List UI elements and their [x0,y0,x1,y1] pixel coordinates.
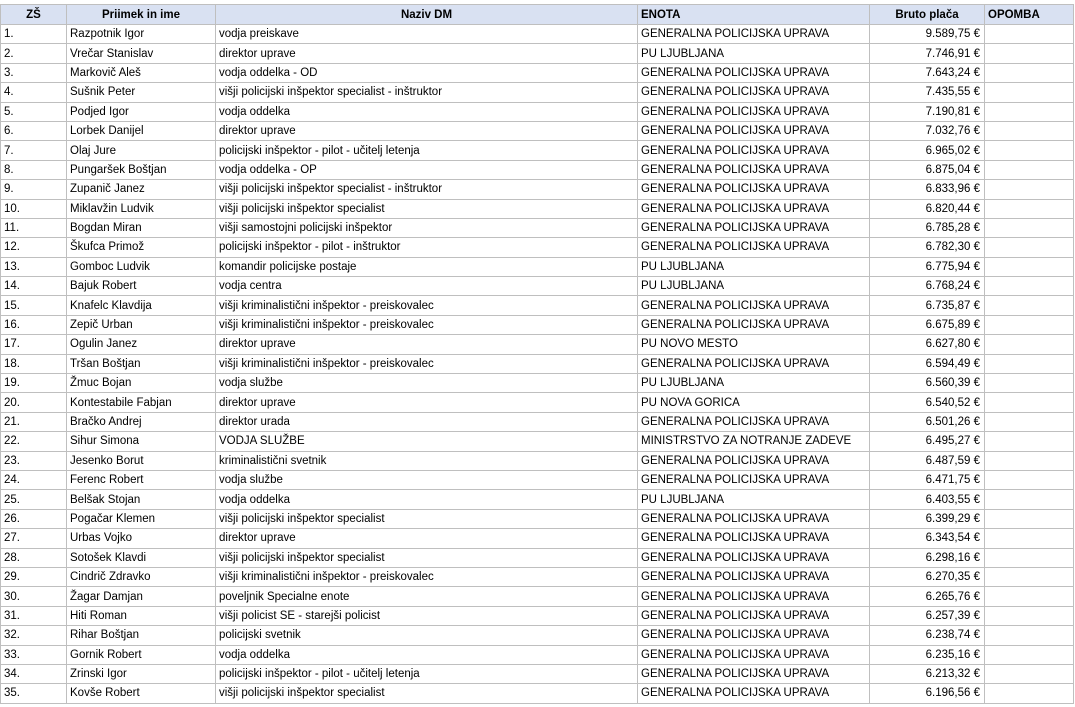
cell-num[interactable]: 8. [1,160,67,179]
cell-enota[interactable]: GENERALNA POLICIJSKA UPRAVA [638,606,870,625]
header-num[interactable]: ZŠ [1,5,67,25]
cell-num[interactable]: 18. [1,354,67,373]
cell-num[interactable]: 35. [1,684,67,703]
table-row [1,664,1074,683]
cell-opomba[interactable] [985,218,1074,237]
table-row [1,83,1074,102]
cell-num[interactable]: 19. [1,374,67,393]
cell-opomba[interactable] [985,257,1074,276]
cell-name[interactable]: Zrinski Igor [67,664,216,683]
cell-enota[interactable]: GENERALNA POLICIJSKA UPRAVA [638,25,870,44]
cell-name[interactable]: Ferenc Robert [67,470,216,489]
cell-opomba[interactable] [985,393,1074,412]
cell-dm[interactable]: višji policijski inšpektor specialist - inštruktor [216,180,638,199]
table-row [1,354,1074,373]
cell-name[interactable]: Lorbek Danijel [67,121,216,140]
cell-num[interactable]: 20. [1,393,67,412]
cell-name[interactable]: Žagar Damjan [67,587,216,606]
cell-num[interactable]: 34. [1,664,67,683]
cell-num[interactable]: 9. [1,180,67,199]
cell-name[interactable]: Belšak Stojan [67,490,216,509]
cell-dm[interactable]: policijski inšpektor - pilot - učitelj letenja [216,141,638,160]
table-row [1,451,1074,470]
cell-name[interactable]: Bajuk Robert [67,277,216,296]
cell-dm[interactable]: višji policijski inšpektor specialist [216,548,638,567]
salary-sheet [0,4,1074,704]
cell-bruto[interactable]: 6.213,32 € [870,664,985,683]
cell-bruto[interactable]: 6.403,55 € [870,490,985,509]
cell-opomba[interactable] [985,315,1074,334]
cell-bruto[interactable]: 6.501,26 € [870,412,985,431]
table-row [1,626,1074,645]
table-row [1,160,1074,179]
cell-bruto[interactable]: 7.435,55 € [870,83,985,102]
cell-enota[interactable]: GENERALNA POLICIJSKA UPRAVA [638,102,870,121]
cell-name[interactable]: Zepič Urban [67,315,216,334]
cell-dm[interactable]: komandir policijske postaje [216,257,638,276]
cell-name[interactable]: Sušnik Peter [67,83,216,102]
cell-dm[interactable]: vodja oddelka - OP [216,160,638,179]
cell-opomba[interactable] [985,160,1074,179]
cell-num[interactable]: 1. [1,25,67,44]
cell-enota[interactable]: GENERALNA POLICIJSKA UPRAVA [638,587,870,606]
cell-bruto[interactable]: 6.627,80 € [870,335,985,354]
cell-bruto[interactable]: 7.190,81 € [870,102,985,121]
cell-num[interactable]: 21. [1,412,67,431]
table-row [1,432,1074,451]
table-row [1,218,1074,237]
cell-enota[interactable]: GENERALNA POLICIJSKA UPRAVA [638,529,870,548]
header-dm[interactable]: Naziv DM [216,5,638,25]
cell-enota[interactable]: PU LJUBLJANA [638,257,870,276]
table-row [1,296,1074,315]
cell-bruto[interactable]: 6.560,39 € [870,374,985,393]
cell-opomba[interactable] [985,102,1074,121]
cell-enota[interactable]: PU LJUBLJANA [638,374,870,393]
cell-num[interactable]: 28. [1,548,67,567]
cell-enota[interactable]: GENERALNA POLICIJSKA UPRAVA [638,645,870,664]
cell-enota[interactable]: MINISTRSTVO ZA NOTRANJE ZADEVE [638,432,870,451]
table-row [1,199,1074,218]
cell-opomba[interactable] [985,567,1074,586]
cell-num[interactable]: 29. [1,567,67,586]
cell-bruto[interactable]: 6.343,54 € [870,529,985,548]
cell-dm[interactable]: vodja oddelka [216,645,638,664]
table-row [1,684,1074,703]
cell-opomba[interactable] [985,684,1074,703]
cell-bruto[interactable]: 6.235,16 € [870,645,985,664]
cell-enota[interactable]: GENERALNA POLICIJSKA UPRAVA [638,199,870,218]
cell-dm[interactable]: višji policist SE - starejši policist [216,606,638,625]
cell-dm[interactable]: višji kriminalistični inšpektor - preiskovalec [216,354,638,373]
cell-opomba[interactable] [985,44,1074,63]
cell-dm[interactable]: vodja oddelka [216,102,638,121]
table-row [1,277,1074,296]
table-row [1,606,1074,625]
cell-opomba[interactable] [985,374,1074,393]
cell-enota[interactable]: GENERALNA POLICIJSKA UPRAVA [638,83,870,102]
cell-name[interactable]: Tršan Boštjan [67,354,216,373]
cell-name[interactable]: Hiti Roman [67,606,216,625]
cell-enota[interactable]: PU LJUBLJANA [638,277,870,296]
cell-enota[interactable]: GENERALNA POLICIJSKA UPRAVA [638,141,870,160]
table-body [1,25,1074,704]
cell-name[interactable]: Vrečar Stanislav [67,44,216,63]
cell-num[interactable]: 7. [1,141,67,160]
cell-bruto[interactable]: 7.746,91 € [870,44,985,63]
cell-bruto[interactable]: 6.399,29 € [870,509,985,528]
cell-bruto[interactable]: 6.487,59 € [870,451,985,470]
table-row [1,393,1074,412]
cell-name[interactable]: Knafelc Klavdija [67,296,216,315]
cell-bruto[interactable]: 6.594,49 € [870,354,985,373]
cell-enota[interactable]: GENERALNA POLICIJSKA UPRAVA [638,684,870,703]
cell-name[interactable]: Zupanič Janez [67,180,216,199]
cell-dm[interactable]: višji policijski inšpektor specialist [216,509,638,528]
cell-bruto[interactable]: 6.495,27 € [870,432,985,451]
cell-enota[interactable]: PU NOVO MESTO [638,335,870,354]
cell-opomba[interactable] [985,587,1074,606]
cell-name[interactable]: Ogulin Janez [67,335,216,354]
cell-dm[interactable]: direktor uprave [216,44,638,63]
cell-name[interactable]: Rihar Boštjan [67,626,216,645]
cell-num[interactable]: 31. [1,606,67,625]
table-row [1,374,1074,393]
cell-num[interactable]: 15. [1,296,67,315]
cell-num[interactable]: 24. [1,470,67,489]
cell-name[interactable]: Sihur Simona [67,432,216,451]
table-row [1,567,1074,586]
cell-opomba[interactable] [985,626,1074,645]
cell-bruto[interactable]: 6.775,94 € [870,257,985,276]
cell-num[interactable]: 25. [1,490,67,509]
cell-dm[interactable]: višji kriminalistični inšpektor - preiskovalec [216,315,638,334]
cell-bruto[interactable]: 6.833,96 € [870,180,985,199]
header-bruto[interactable]: Bruto plača [870,5,985,25]
cell-opomba[interactable] [985,83,1074,102]
cell-dm[interactable]: kriminalistični svetnik [216,451,638,470]
cell-enota[interactable]: PU NOVA GORICA [638,393,870,412]
cell-num[interactable]: 13. [1,257,67,276]
cell-enota[interactable]: GENERALNA POLICIJSKA UPRAVA [638,218,870,237]
cell-dm[interactable]: vodja službe [216,374,638,393]
cell-name[interactable]: Sotošek Klavdi [67,548,216,567]
cell-dm[interactable]: vodja preiskave [216,25,638,44]
table-row [1,645,1074,664]
cell-dm[interactable]: direktor uprave [216,529,638,548]
cell-num[interactable]: 12. [1,238,67,257]
table-row [1,335,1074,354]
cell-num[interactable]: 10. [1,199,67,218]
table-row [1,509,1074,528]
header-opomba[interactable]: OPOMBA [985,5,1074,25]
table-row [1,490,1074,509]
cell-name[interactable]: Gornik Robert [67,645,216,664]
table-row [1,470,1074,489]
cell-name[interactable]: Bogdan Miran [67,218,216,237]
cell-opomba[interactable] [985,238,1074,257]
cell-enota[interactable]: GENERALNA POLICIJSKA UPRAVA [638,160,870,179]
cell-name[interactable]: Miklavžin Ludvik [67,199,216,218]
cell-opomba[interactable] [985,664,1074,683]
cell-num[interactable]: 2. [1,44,67,63]
cell-enota[interactable]: GENERALNA POLICIJSKA UPRAVA [638,315,870,334]
cell-opomba[interactable] [985,529,1074,548]
cell-dm[interactable]: direktor urada [216,412,638,431]
cell-opomba[interactable] [985,606,1074,625]
cell-dm[interactable]: višji kriminalistični inšpektor - preiskovalec [216,567,638,586]
cell-opomba[interactable] [985,645,1074,664]
cell-name[interactable]: Kontestabile Fabjan [67,393,216,412]
cell-dm[interactable]: direktor uprave [216,393,638,412]
cell-name[interactable]: Pungaršek Boštjan [67,160,216,179]
header-enota[interactable]: ENOTA [638,5,870,25]
cell-opomba[interactable] [985,277,1074,296]
cell-enota[interactable]: GENERALNA POLICIJSKA UPRAVA [638,238,870,257]
cell-num[interactable]: 30. [1,587,67,606]
cell-enota[interactable]: GENERALNA POLICIJSKA UPRAVA [638,296,870,315]
table-row [1,141,1074,160]
cell-dm[interactable]: policijski inšpektor - pilot - inštruktor [216,238,638,257]
cell-bruto[interactable]: 7.032,76 € [870,121,985,140]
cell-num[interactable]: 26. [1,509,67,528]
cell-opomba[interactable] [985,354,1074,373]
cell-opomba[interactable] [985,25,1074,44]
cell-name[interactable]: Bračko Andrej [67,412,216,431]
cell-opomba[interactable] [985,451,1074,470]
header-row [1,5,1074,25]
table-row [1,180,1074,199]
cell-bruto[interactable]: 6.196,56 € [870,684,985,703]
cell-enota[interactable]: PU LJUBLJANA [638,44,870,63]
header-name[interactable]: Priimek in ime [67,5,216,25]
cell-bruto[interactable]: 6.298,16 € [870,548,985,567]
table-row [1,548,1074,567]
table-row [1,121,1074,140]
cell-dm[interactable]: vodja oddelka - OD [216,63,638,82]
cell-num[interactable]: 23. [1,451,67,470]
cell-opomba[interactable] [985,63,1074,82]
cell-name[interactable]: Žmuc Bojan [67,374,216,393]
cell-bruto[interactable]: 6.540,52 € [870,393,985,412]
cell-bruto[interactable]: 6.782,30 € [870,238,985,257]
cell-name[interactable]: Razpotnik Igor [67,25,216,44]
cell-name[interactable]: Podjed Igor [67,102,216,121]
cell-bruto[interactable]: 6.875,04 € [870,160,985,179]
table-row [1,257,1074,276]
cell-dm[interactable]: vodja centra [216,277,638,296]
cell-bruto[interactable]: 6.471,75 € [870,470,985,489]
cell-dm[interactable]: direktor uprave [216,335,638,354]
cell-num[interactable]: 17. [1,335,67,354]
cell-dm[interactable]: direktor uprave [216,121,638,140]
cell-enota[interactable]: GENERALNA POLICIJSKA UPRAVA [638,354,870,373]
cell-opomba[interactable] [985,180,1074,199]
cell-opomba[interactable] [985,121,1074,140]
cell-bruto[interactable]: 7.643,24 € [870,63,985,82]
cell-opomba[interactable] [985,141,1074,160]
cell-bruto[interactable]: 6.257,39 € [870,606,985,625]
cell-opomba[interactable] [985,432,1074,451]
cell-dm[interactable]: višji policijski inšpektor specialist [216,199,638,218]
salary-table [0,4,1074,704]
cell-enota[interactable]: GENERALNA POLICIJSKA UPRAVA [638,180,870,199]
cell-enota[interactable]: GENERALNA POLICIJSKA UPRAVA [638,121,870,140]
cell-dm[interactable]: vodja oddelka [216,490,638,509]
table-row [1,44,1074,63]
cell-enota[interactable]: GENERALNA POLICIJSKA UPRAVA [638,509,870,528]
cell-dm[interactable]: višji kriminalistični inšpektor - preiskovalec [216,296,638,315]
cell-opomba[interactable] [985,296,1074,315]
cell-dm[interactable]: poveljnik Specialne enote [216,587,638,606]
cell-num[interactable]: 32. [1,626,67,645]
cell-enota[interactable]: GENERALNA POLICIJSKA UPRAVA [638,470,870,489]
table-row [1,315,1074,334]
table-row [1,587,1074,606]
cell-dm[interactable]: višji policijski inšpektor specialist [216,684,638,703]
cell-bruto[interactable]: 6.265,76 € [870,587,985,606]
cell-num[interactable]: 4. [1,83,67,102]
cell-opomba[interactable] [985,509,1074,528]
cell-bruto[interactable]: 6.820,44 € [870,199,985,218]
cell-bruto[interactable]: 9.589,75 € [870,25,985,44]
cell-num[interactable]: 5. [1,102,67,121]
table-row [1,529,1074,548]
cell-opomba[interactable] [985,470,1074,489]
cell-num[interactable]: 14. [1,277,67,296]
cell-name[interactable]: Gomboc Ludvik [67,257,216,276]
cell-enota[interactable]: GENERALNA POLICIJSKA UPRAVA [638,664,870,683]
cell-name[interactable]: Jesenko Borut [67,451,216,470]
cell-name[interactable]: Škufca Primož [67,238,216,257]
cell-name[interactable]: Kovše Robert [67,684,216,703]
cell-enota[interactable]: GENERALNA POLICIJSKA UPRAVA [638,567,870,586]
cell-name[interactable]: Markovič Aleš [67,63,216,82]
cell-num[interactable]: 6. [1,121,67,140]
cell-enota[interactable]: GENERALNA POLICIJSKA UPRAVA [638,548,870,567]
cell-opomba[interactable] [985,490,1074,509]
cell-dm[interactable]: policijski inšpektor - pilot - učitelj letenja [216,664,638,683]
cell-bruto[interactable]: 6.965,02 € [870,141,985,160]
cell-num[interactable]: 22. [1,432,67,451]
cell-enota[interactable]: GENERALNA POLICIJSKA UPRAVA [638,626,870,645]
table-row [1,412,1074,431]
cell-name[interactable]: Urbas Vojko [67,529,216,548]
cell-opomba[interactable] [985,412,1074,431]
cell-bruto[interactable]: 6.238,74 € [870,626,985,645]
cell-dm[interactable]: VODJA SLUŽBE [216,432,638,451]
cell-bruto[interactable]: 6.675,89 € [870,315,985,334]
cell-name[interactable]: Cindrič Zdravko [67,567,216,586]
table-row [1,63,1074,82]
table-row [1,238,1074,257]
cell-bruto[interactable]: 6.735,87 € [870,296,985,315]
cell-enota[interactable]: GENERALNA POLICIJSKA UPRAVA [638,63,870,82]
cell-bruto[interactable]: 6.270,35 € [870,567,985,586]
cell-num[interactable]: 3. [1,63,67,82]
cell-dm[interactable]: višji samostojni policijski inšpektor [216,218,638,237]
cell-enota[interactable]: PU LJUBLJANA [638,490,870,509]
table-row [1,25,1074,44]
cell-num[interactable]: 33. [1,645,67,664]
cell-name[interactable]: Pogačar Klemen [67,509,216,528]
cell-num[interactable]: 11. [1,218,67,237]
cell-num[interactable]: 27. [1,529,67,548]
cell-opomba[interactable] [985,335,1074,354]
cell-dm[interactable]: policijski svetnik [216,626,638,645]
cell-opomba[interactable] [985,199,1074,218]
cell-enota[interactable]: GENERALNA POLICIJSKA UPRAVA [638,451,870,470]
cell-dm[interactable]: vodja službe [216,470,638,489]
cell-name[interactable]: Olaj Jure [67,141,216,160]
cell-opomba[interactable] [985,548,1074,567]
cell-enota[interactable]: GENERALNA POLICIJSKA UPRAVA [638,412,870,431]
table-row [1,102,1074,121]
cell-num[interactable]: 16. [1,315,67,334]
cell-bruto[interactable]: 6.768,24 € [870,277,985,296]
cell-bruto[interactable]: 6.785,28 € [870,218,985,237]
cell-dm[interactable]: višji policijski inšpektor specialist - inštruktor [216,83,638,102]
